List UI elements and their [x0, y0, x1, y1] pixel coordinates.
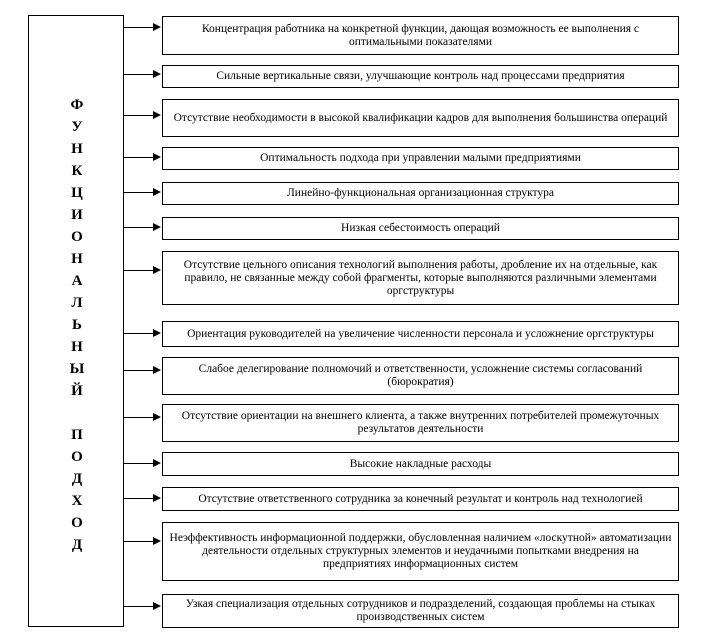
arrow-head-icon [153, 266, 161, 274]
list-item: Отсутствие ответственного сотрудника за конечный результат и контроль над технологией [162, 487, 679, 511]
title-letter: Н [71, 339, 83, 355]
list-item: Высокие накладные расходы [162, 452, 679, 476]
connector-line [123, 541, 154, 542]
title-letter: О [71, 229, 83, 245]
arrow-head-icon [153, 494, 161, 502]
title-letter: Ь [72, 317, 82, 333]
connector-line [123, 270, 154, 271]
connector-line [123, 463, 154, 464]
arrow-head-icon [153, 329, 161, 337]
title-letter: П [71, 427, 83, 443]
title-letter: К [71, 163, 83, 179]
connector-line [123, 74, 154, 75]
connector-line [123, 227, 154, 228]
arrow-head-icon [153, 413, 161, 421]
connector-line [123, 157, 154, 158]
arrow-head-icon [153, 223, 161, 231]
connector-line [123, 192, 154, 193]
list-item: Концентрация работника на конкретной функции, дающая возможность ее выполнения с оптимальными показателями [162, 16, 679, 55]
arrow-head-icon [153, 602, 161, 610]
arrow-head-icon [153, 537, 161, 545]
title-letter: Л [71, 295, 83, 311]
title-letter: Ц [71, 185, 83, 201]
arrow-head-icon [153, 459, 161, 467]
title-letter: И [71, 207, 83, 223]
list-item: Линейно-функциональная организационная структура [162, 182, 679, 205]
connector-line [123, 115, 154, 116]
list-item: Оптимальность подхода при управлении малыми предприятиями [162, 147, 679, 170]
connector-line [123, 498, 154, 499]
title-letter: Ф [70, 97, 84, 113]
title-letter: Х [71, 493, 83, 509]
arrow-head-icon [153, 23, 161, 31]
title-letter: О [71, 515, 83, 531]
title-letter: У [71, 119, 83, 135]
list-item: Узкая специализация отдельных сотрудников и подразделений, создающая проблемы на стыках производственных систем [162, 594, 679, 628]
arrow-head-icon [153, 153, 161, 161]
list-item: Низкая себестоимость операций [162, 217, 679, 240]
title-letter: Н [71, 141, 83, 157]
title-letter: Н [71, 251, 83, 267]
list-item: Неэффективность информационной поддержки, обусловленная наличием «лоскутной» автоматизации деятельности отдельных структурных элементов и неудачными попытками внедрения на предприятиях информационных систем [162, 522, 679, 581]
connector-line [123, 606, 154, 607]
title-letter: О [71, 449, 83, 465]
list-item: Отсутствие цельного описания технологий выполнения работы, дробление их на отдельные, как правило, не связанные между собой фрагменты, которые выполняются различными элементами оргструктуры [162, 251, 679, 305]
arrow-head-icon [153, 366, 161, 374]
title-letter: Д [71, 471, 83, 487]
connector-line [123, 27, 154, 28]
title-letter: Й [71, 383, 83, 399]
list-item: Сильные вертикальные связи, улучшающие контроль над процессами предприятия [162, 65, 679, 88]
list-item: Отсутствие необходимости в высокой квалификации кадров для выполнения большинства операций [162, 99, 679, 137]
connector-line [123, 370, 154, 371]
list-item: Ориентация руководителей на увеличение численности персонала и усложнение оргструктуры [162, 321, 679, 347]
arrow-head-icon [153, 70, 161, 78]
title-letter: А [71, 273, 83, 289]
connector-line [123, 417, 154, 418]
arrow-head-icon [153, 111, 161, 119]
arrow-head-icon [153, 188, 161, 196]
connector-line [123, 333, 154, 334]
title-letter: Д [71, 537, 83, 553]
title-letter: Ы [69, 361, 85, 377]
list-item: Отсутствие ориентации на внешнего клиента, а также внутренних потребителей промежуточных результатов деятельности [162, 404, 679, 442]
list-item: Слабое делегирование полномочий и ответственности, усложнение системы согласований (бюрократия) [162, 357, 679, 395]
functional-approach-box [28, 15, 124, 627]
